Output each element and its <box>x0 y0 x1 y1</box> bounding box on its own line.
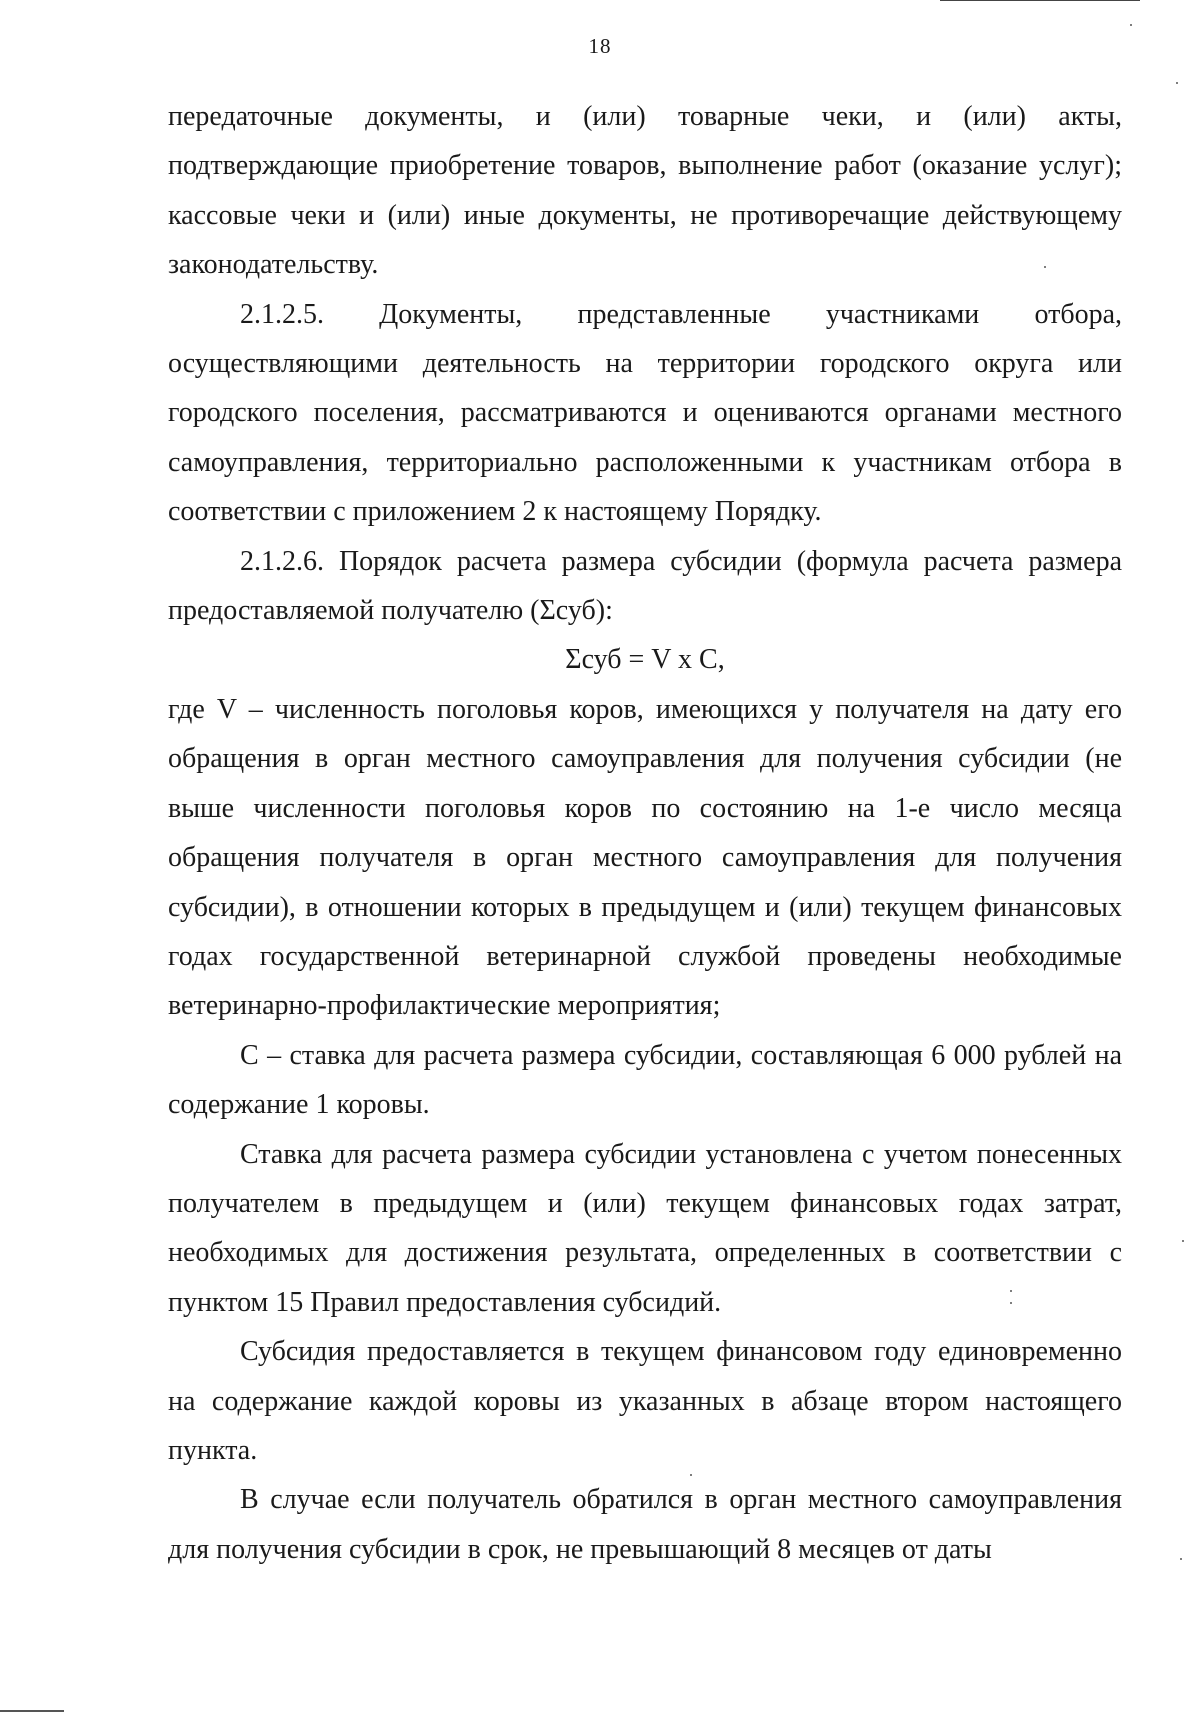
scan-speck <box>1010 1302 1012 1304</box>
scan-speck <box>1010 1290 1012 1292</box>
scan-speck <box>1176 82 1178 84</box>
paragraph-v-definition: где V – численность поголовья коров, имеющихся у получателя на дату его обращения в орган местного самоуправления для получения субсидии (не выше численности поголовья коров по состоянию на 1-е число месяца обращения получателя в орган местного самоуправления для получения субсидии), в отношении которых в предыдущем и (или) текущем финансовых годах государственной ветеринарной службой проведены необходимые ветеринарно-профилактические мероприятия; <box>168 693 1122 1022</box>
paragraph-2-1-2-6: 2.1.2.6. Порядок расчета размера субсидии (формула расчета размера предоставляемой получателю (Σсуб): <box>168 545 1122 627</box>
top-rule-line <box>940 0 1140 1</box>
scan-speck <box>1182 1240 1184 1242</box>
scan-speck <box>1044 266 1046 268</box>
document-body <box>168 92 1122 1574</box>
subsidy-formula: Σсуб = V x C, <box>565 644 725 676</box>
paragraph-rate-basis: Ставка для расчета размера субсидии установлена с учетом понесенных получателем в предыдущем и (или) текущем финансовых годах затрат, необходимых для достижения результата, определенных в соответствии с пунктом 15 Правил предоставления субсидий. <box>168 1138 1122 1318</box>
page-number: 18 <box>588 34 612 58</box>
scan-speck <box>1180 1558 1182 1560</box>
paragraph-documents-list: передаточные документы, и (или) товарные чеки, и (или) акты, подтверждающие приобретение товаров, выполнение работ (оказание услуг); кассовые чеки и (или) иные документы, не противоречащие действующему законодательству. <box>168 101 1122 281</box>
paragraph-application-deadline: В случае если получатель обратился в орган местного самоуправления для получения субсидии в срок, не превышающий 8 месяцев от даты <box>168 1484 1122 1565</box>
paragraph-2-1-2-5: 2.1.2.5. Документы, представленные участниками отбора, осуществляющими деятельность на территории городского округа или городского поселения, рассматриваются и оцениваются органами местного самоуправления, территориально расположенными к участникам отбора в соответствии с приложением 2 к настоящему Порядку. <box>168 298 1122 528</box>
paragraph-c-definition: C – ставка для расчета размера субсидии, составляющая 6 000 рублей на содержание 1 коровы. <box>168 1039 1122 1121</box>
scan-speck <box>1130 24 1132 26</box>
paragraph-one-time-subsidy: Субсидия предоставляется в текущем финансовом году единовременно на содержание каждой коровы из указанных в абзаце втором настоящего пункта. <box>168 1336 1122 1466</box>
scan-speck <box>690 1474 692 1476</box>
